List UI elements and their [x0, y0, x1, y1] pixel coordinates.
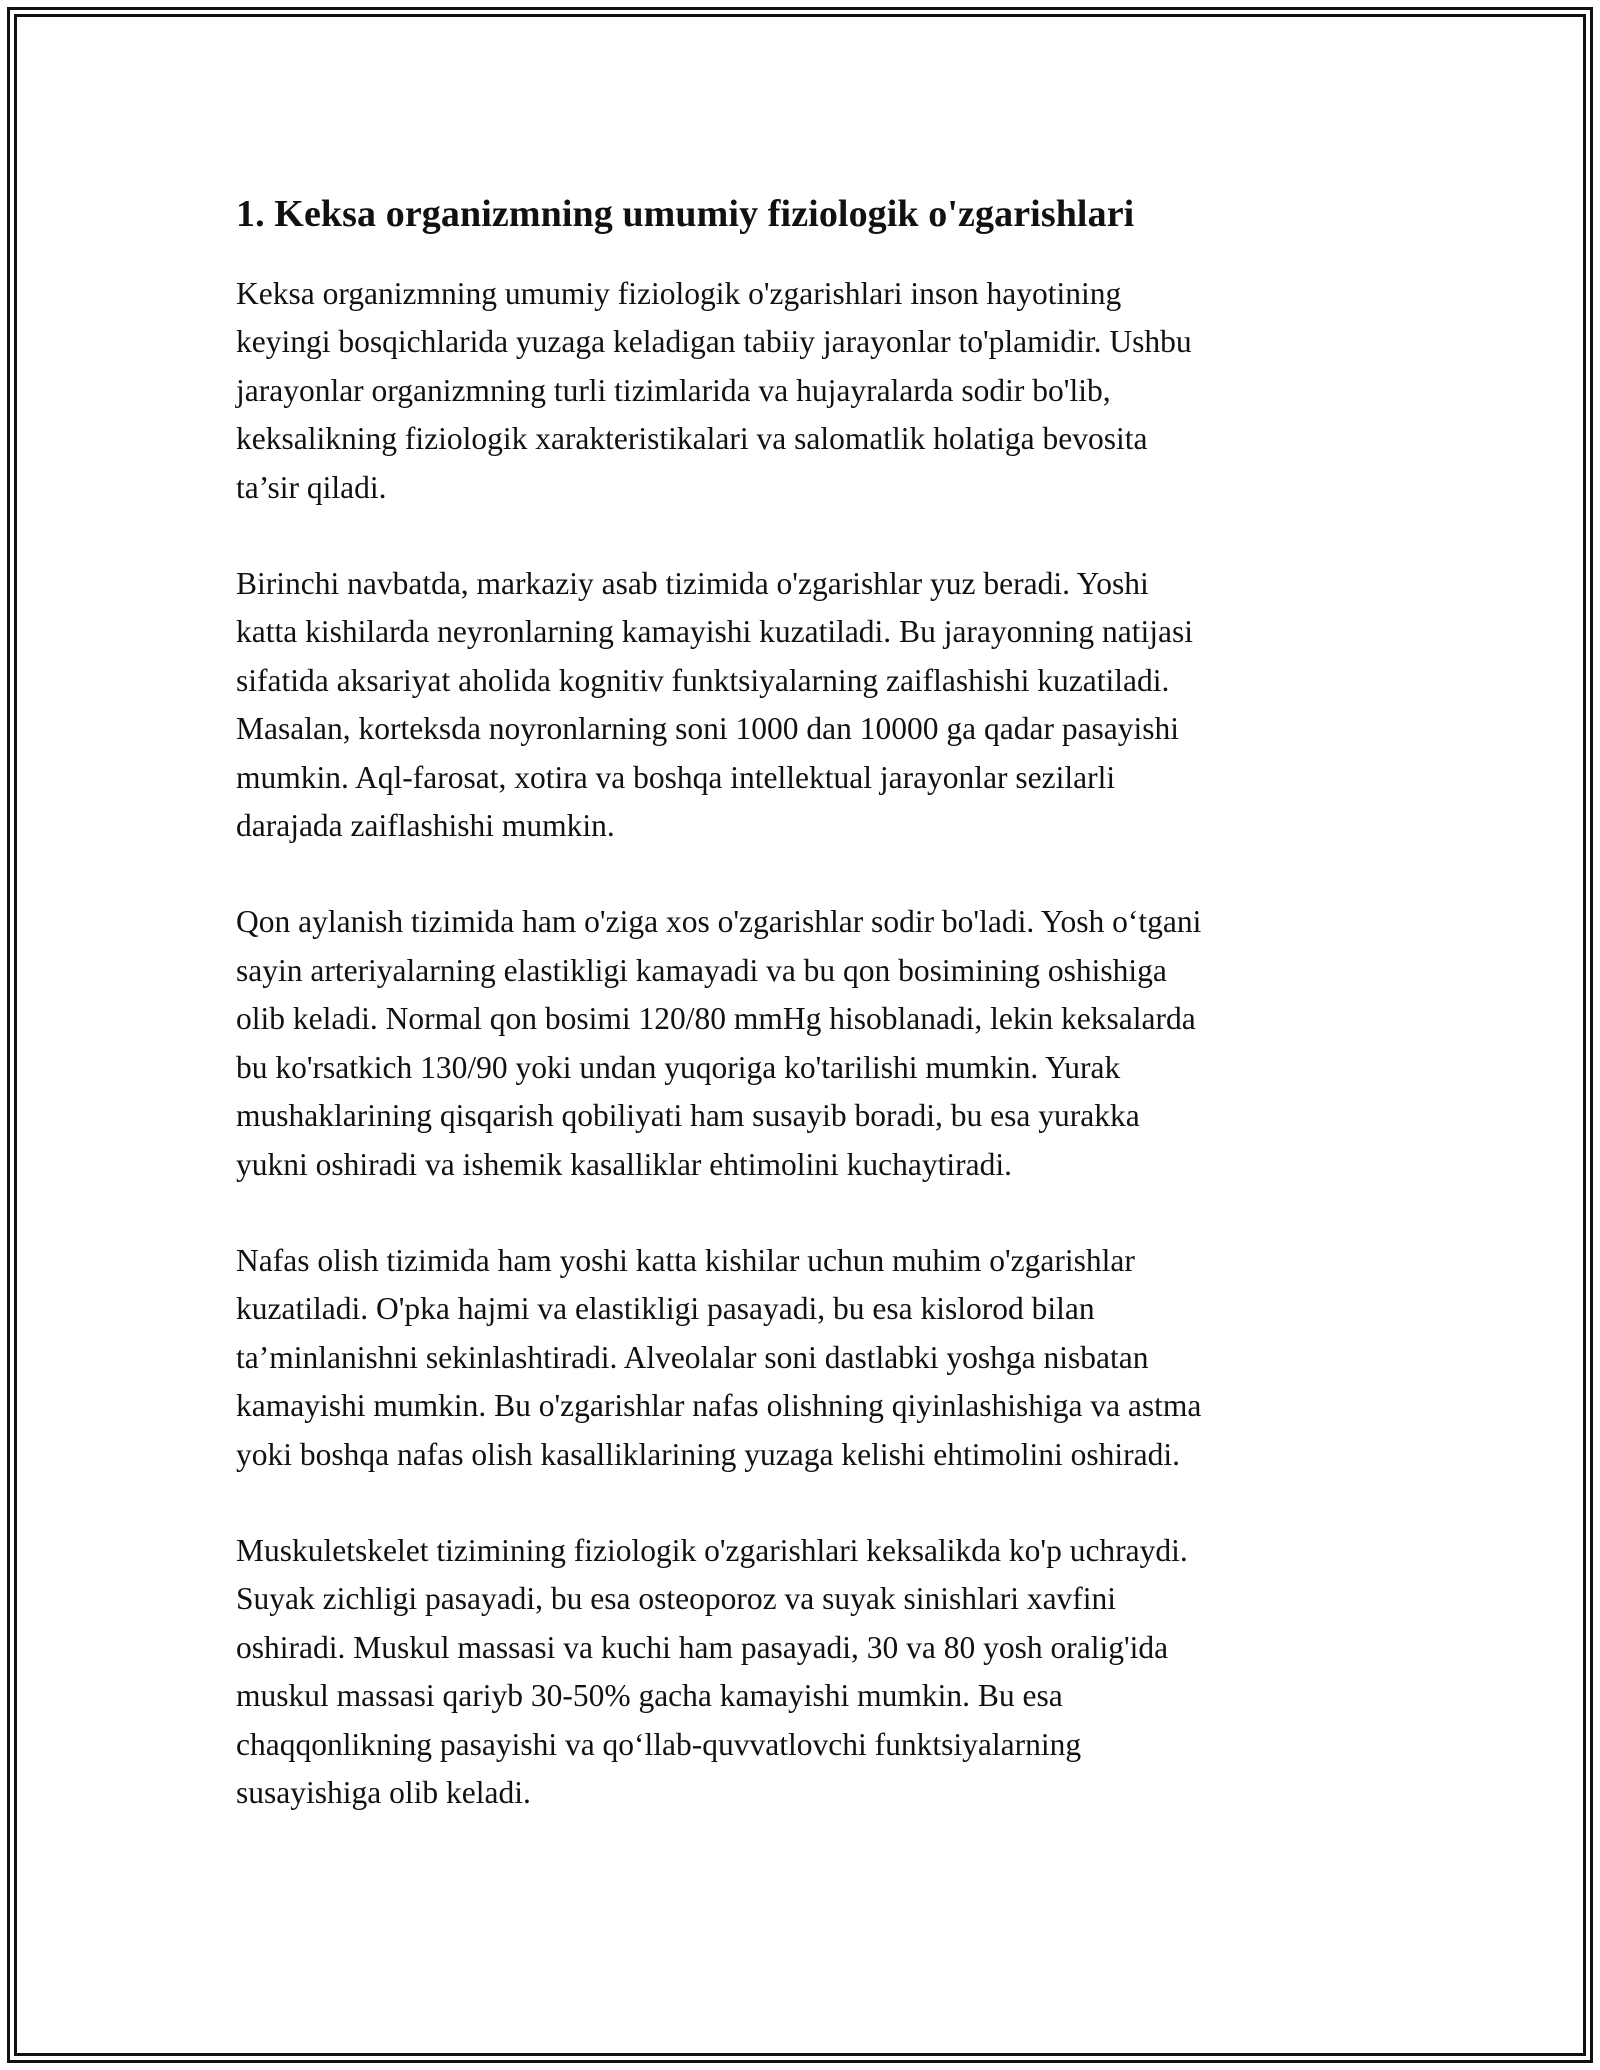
text-line: olib keladi. Normal qon bosimi 120/80 mmHg hisoblanadi, lekin keksalarda	[236, 1001, 1196, 1037]
paragraph-musculoskeletal-system	[236, 1527, 1376, 1817]
text-line: keyingi bosqichlarida yuzaga keladigan tabiiy jarayonlar to'plamidir. Ushbu	[236, 324, 1192, 360]
text-line: katta kishilarda neyronlarning kamayishi kuzatiladi. Bu jarayonning natijasi	[236, 614, 1193, 650]
text-line: jarayonlar organizmning turli tizimlarida va hujayralarda sodir bo'lib,	[236, 372, 1111, 408]
text-line: mumkin. Aql-farosat, xotira va boshqa intellektual jarayonlar sezilarli	[236, 759, 1116, 795]
text-line: Keksa organizmning umumiy fiziologik o'zgarishlari inson hayotining	[236, 276, 1122, 311]
text-line: Masalan, korteksda noyronlarning soni 1000 dan 10000 ga qadar pasayishi	[236, 711, 1180, 747]
text-line: Suyak zichligi pasayadi, bu esa osteoporoz va suyak sinishlari xavfini	[236, 1581, 1117, 1617]
text-line: mushaklarining qisqarish qobiliyati ham susayib boradi, bu esa yurakka	[236, 1098, 1140, 1134]
text-line: yukni oshiradi va ishemik kasalliklar ehtimolini kuchaytiradi.	[236, 1146, 1012, 1182]
text-line: Qon aylanish tizimida ham o'ziga xos o'zgarishlar sodir bo'ladi. Yosh o‘tgani	[236, 904, 1202, 940]
text-line: keksalikning fiziologik xarakteristikalari va salomatlik holatiga bevosita	[236, 421, 1148, 457]
text-line: chaqqonlikning pasayishi va qo‘llab-quvvatlovchi funktsiyalarning	[236, 1726, 1082, 1762]
text-line: Nafas olish tizimida ham yoshi katta kishilar uchun muhim o'zgarishlar	[236, 1242, 1135, 1278]
text-line: yoki boshqa nafas olish kasalliklarining yuzaga kelishi ehtimolini oshiradi.	[236, 1436, 1180, 1472]
text-line: ta’minlanishni sekinlashtiradi. Alveolalar soni dastlabki yoshga nisbatan	[236, 1339, 1149, 1375]
paragraph-circulatory-system	[236, 898, 1376, 1188]
text-line: bu ko'rsatkich 130/90 yoki undan yuqoriga ko'tarilishi mumkin. Yurak	[236, 1049, 1121, 1085]
document-title: 1. Keksa organizmning umumiy fiziologik o'zgarishlari	[236, 193, 1135, 235]
text-line: Muskuletskelet tizimining fiziologik o'zgarishlari keksalikda ko'p uchraydi.	[236, 1532, 1188, 1568]
paragraph-intro	[236, 270, 1376, 512]
text-line: kamayishi mumkin. Bu o'zgarishlar nafas olishning qiyinlashishiga va astma	[236, 1388, 1202, 1424]
text-line: kuzatiladi. O'pka hajmi va elastikligi pasayadi, bu esa kislorod bilan	[236, 1291, 1095, 1327]
text-line: sifatida aksariyat aholida kognitiv funktsiyalarning zaiflashishi kuzatiladi.	[236, 662, 1170, 698]
text-line: oshiradi. Muskul massasi va kuchi ham pasayadi, 30 va 80 yosh oralig'ida	[236, 1629, 1169, 1665]
paragraph-nervous-system	[236, 560, 1376, 850]
text-line: muskul massasi qariyb 30-50% gacha kamayishi mumkin. Bu esa	[236, 1678, 1063, 1714]
text-line: darajada zaiflashishi mumkin.	[236, 808, 615, 844]
text-line: Birinchi navbatda, markaziy asab tizimida o'zgarishlar yuz beradi. Yoshi	[236, 566, 1149, 602]
document-body	[236, 186, 1376, 1865]
paragraph-respiratory-system	[236, 1237, 1376, 1479]
text-line: sayin arteriyalarning elastikligi kamayadi va bu qon bosimining oshishiga	[236, 952, 1167, 988]
text-line: ta’sir qiladi.	[236, 469, 387, 505]
text-line: susayishiga olib keladi.	[236, 1774, 531, 1810]
